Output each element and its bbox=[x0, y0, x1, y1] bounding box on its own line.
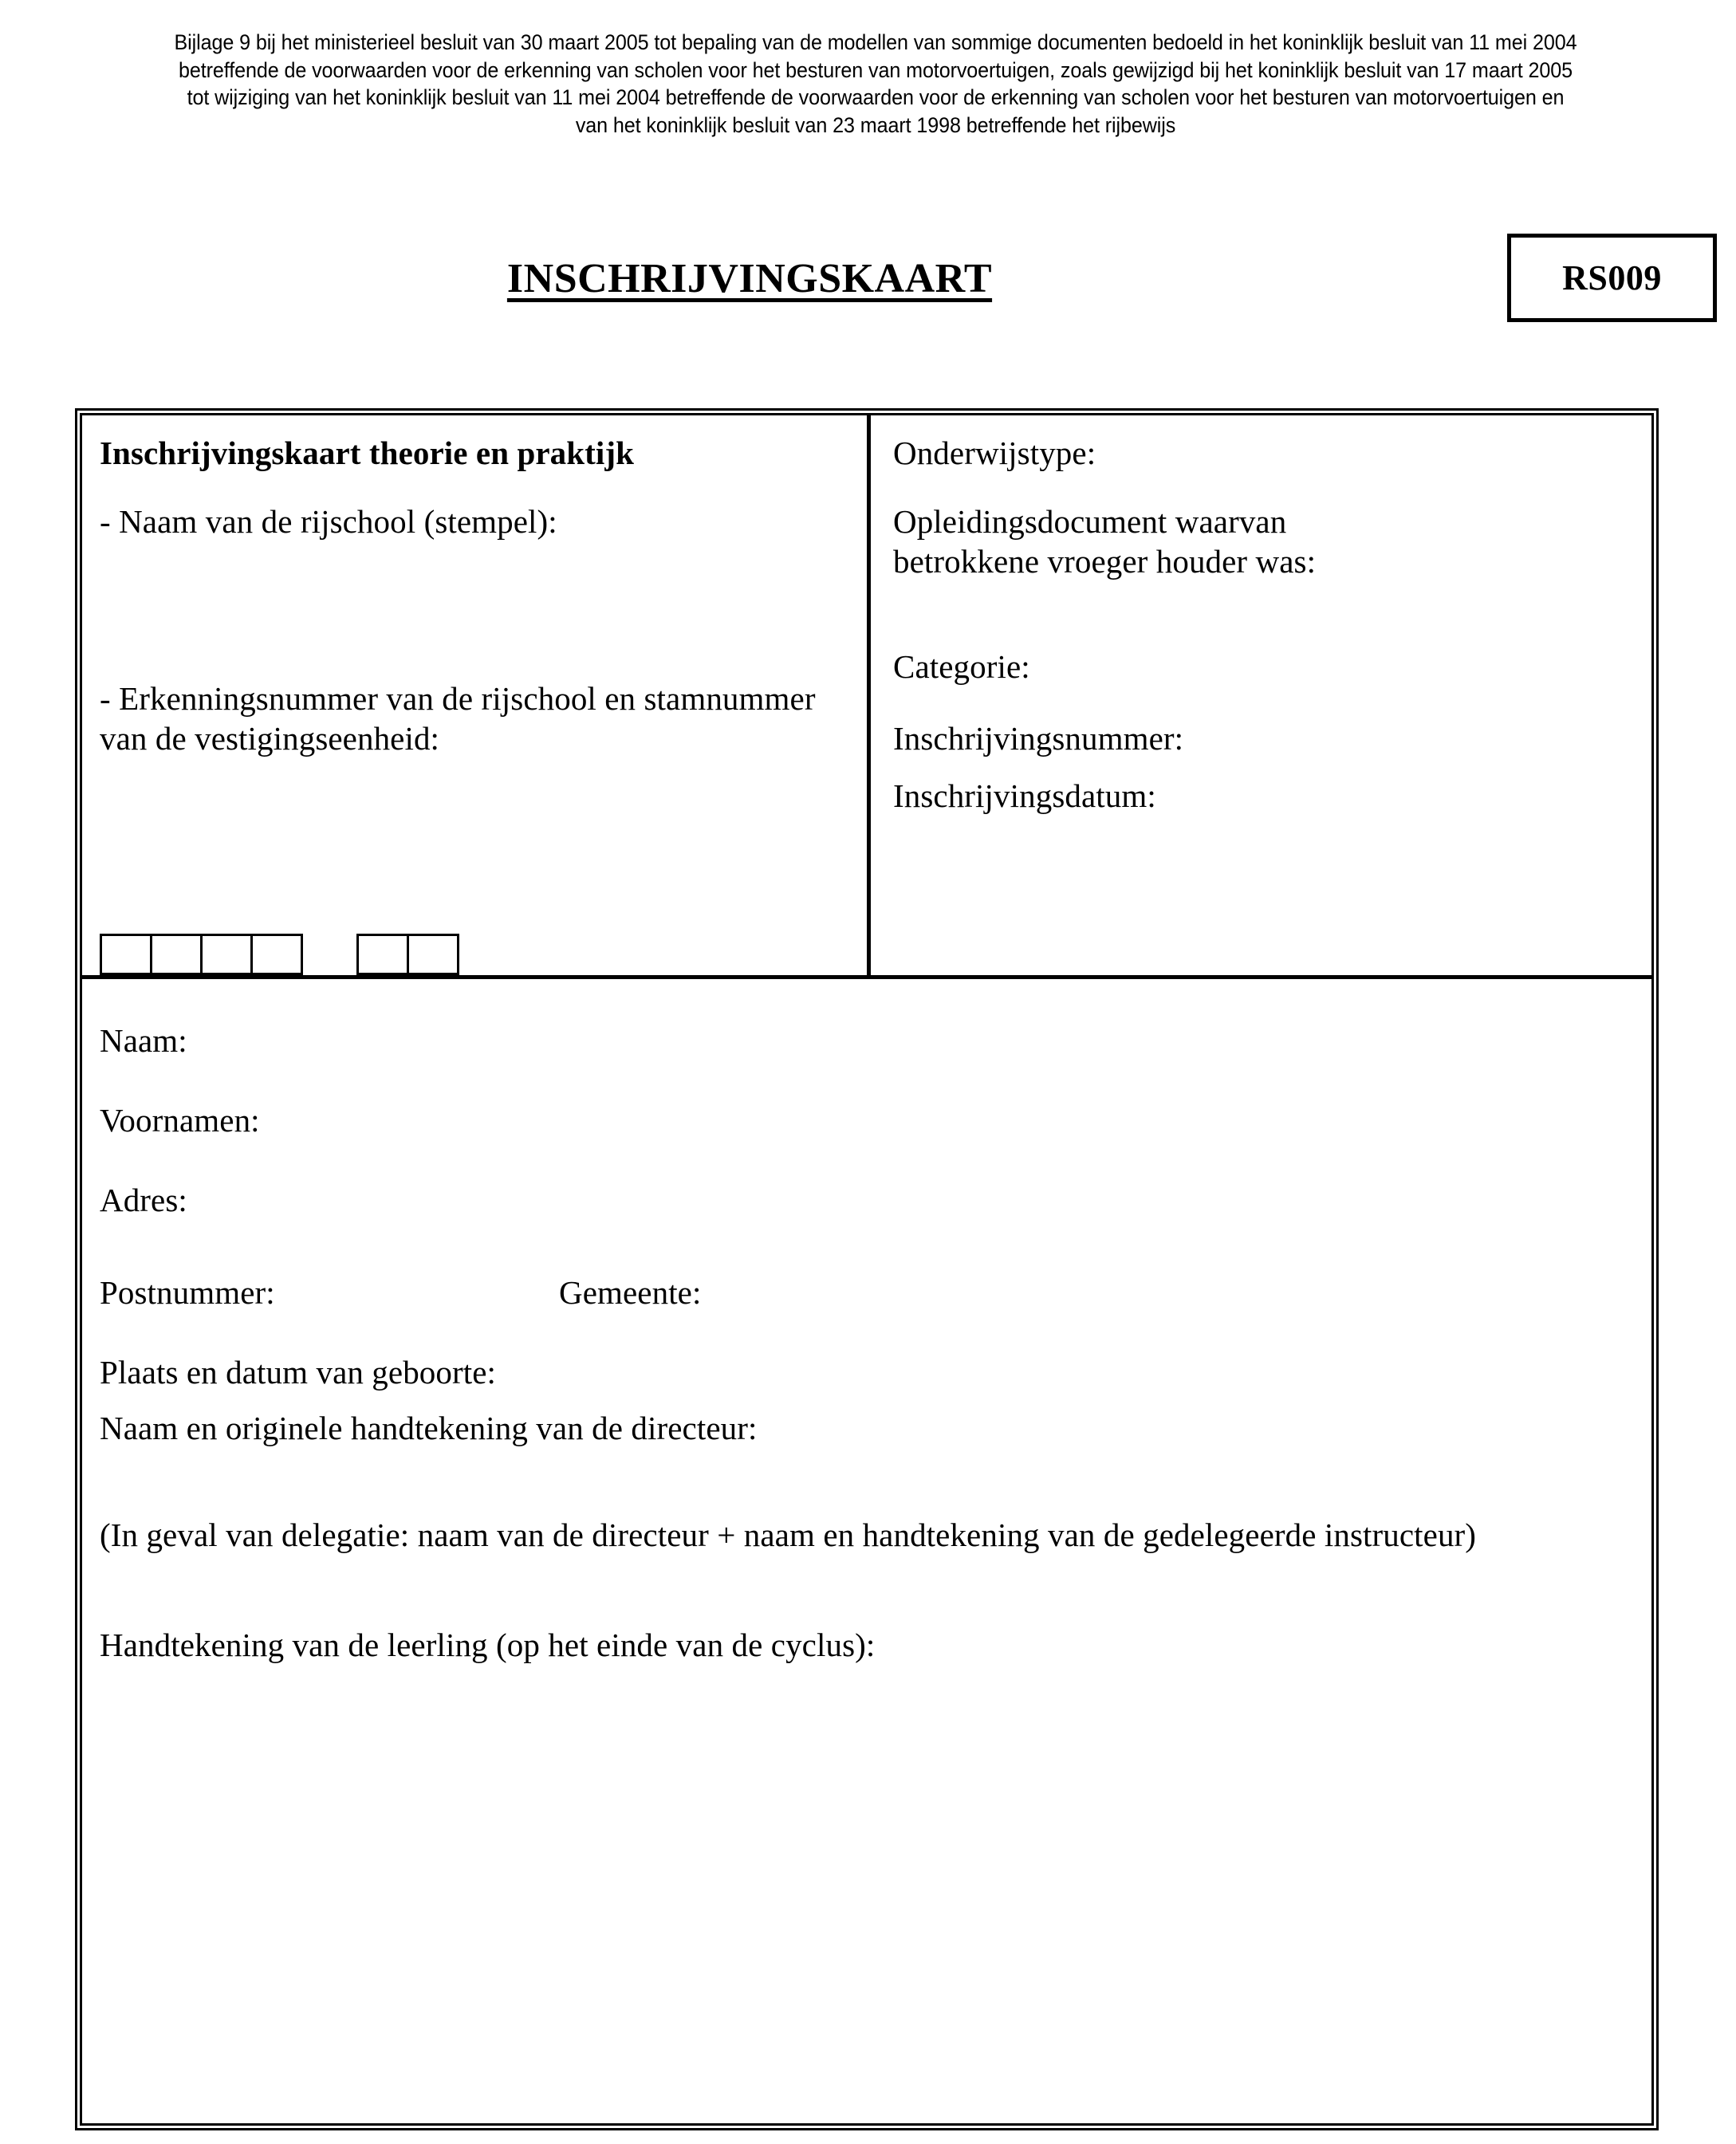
first-names-label: Voornamen: bbox=[100, 1102, 260, 1139]
erkenningsnummer-digit-group bbox=[100, 934, 301, 975]
school-info-heading: Inschrijvingskaart theorie en praktijk bbox=[100, 435, 635, 471]
address-label: Adres: bbox=[100, 1182, 187, 1218]
form-frame bbox=[75, 408, 1659, 2130]
form-code-box bbox=[1507, 234, 1717, 322]
student-signature-label: Handtekening van de leerling (op het einde van de cyclus): bbox=[100, 1627, 876, 1663]
form-code-label: RS009 bbox=[1562, 258, 1662, 297]
school-info-cell bbox=[82, 415, 867, 975]
form-top-section bbox=[82, 415, 1651, 975]
recognition-number-label: - Erkenningsnummer van de rijschool en stamnummer van de vestigingseenheid: bbox=[100, 680, 816, 757]
postcode-label: Postnummer: bbox=[100, 1274, 275, 1311]
registration-date-label: Inschrijvingsdatum: bbox=[893, 777, 1156, 814]
registration-number-label: Inschrijvingsnummer: bbox=[893, 720, 1184, 757]
director-signature-label: Naam en originele handtekening van de directeur: bbox=[100, 1410, 758, 1446]
name-label: Naam: bbox=[100, 1022, 187, 1059]
birth-place-date-label: Plaats en datum van geboorte: bbox=[100, 1354, 497, 1391]
education-type-label: Onderwijstype: bbox=[893, 435, 1096, 471]
digit-cell[interactable] bbox=[150, 934, 203, 975]
digit-cell[interactable] bbox=[250, 934, 303, 975]
delegation-note: (In geval van delegatie: naam van de directeur + naam en handtekening van de gedelegeerde instructeur) bbox=[100, 1517, 1477, 1553]
digit-cell[interactable] bbox=[100, 934, 152, 975]
page-title: INSCHRIJVINGSKAART bbox=[506, 256, 993, 301]
legal-notice-header: Bijlage 9 bij het ministerieel besluit van 30 maart 2005 tot bepaling van de modellen van sommige documenten bedoeld in het koninklijk besluit van 11 mei 2004 betreffende de voorwaarden voor de erkenning van scholen voor het besturen van motorvoertuigen, zoals gewijzigd bij het koninklijk besluit van 17 maart 2005 tot wijziging van het koninklijk besluit van 11 mei 2004 betreffende de voorwaarden voor de erkenning van scholen voor het besturen van motorvoertuigen en van het koninklijk besluit van 23 maart 1998 betreffende het rijbewijs bbox=[174, 30, 1577, 137]
registration-info-cell bbox=[871, 415, 1651, 975]
municipality-label: Gemeente: bbox=[559, 1274, 702, 1311]
training-document-label: Opleidingsdocument waarvan betrokkene vroeger houder was: bbox=[893, 503, 1317, 580]
digit-cell[interactable] bbox=[407, 934, 459, 975]
stamnummer-digit-group bbox=[356, 934, 457, 975]
student-info-cell bbox=[82, 979, 1651, 2123]
recognition-number-boxes bbox=[100, 934, 457, 975]
category-label: Categorie: bbox=[893, 648, 1030, 685]
digit-cell[interactable] bbox=[200, 934, 253, 975]
school-name-label: - Naam van de rijschool (stempel): bbox=[100, 503, 557, 540]
digit-cell[interactable] bbox=[356, 934, 409, 975]
